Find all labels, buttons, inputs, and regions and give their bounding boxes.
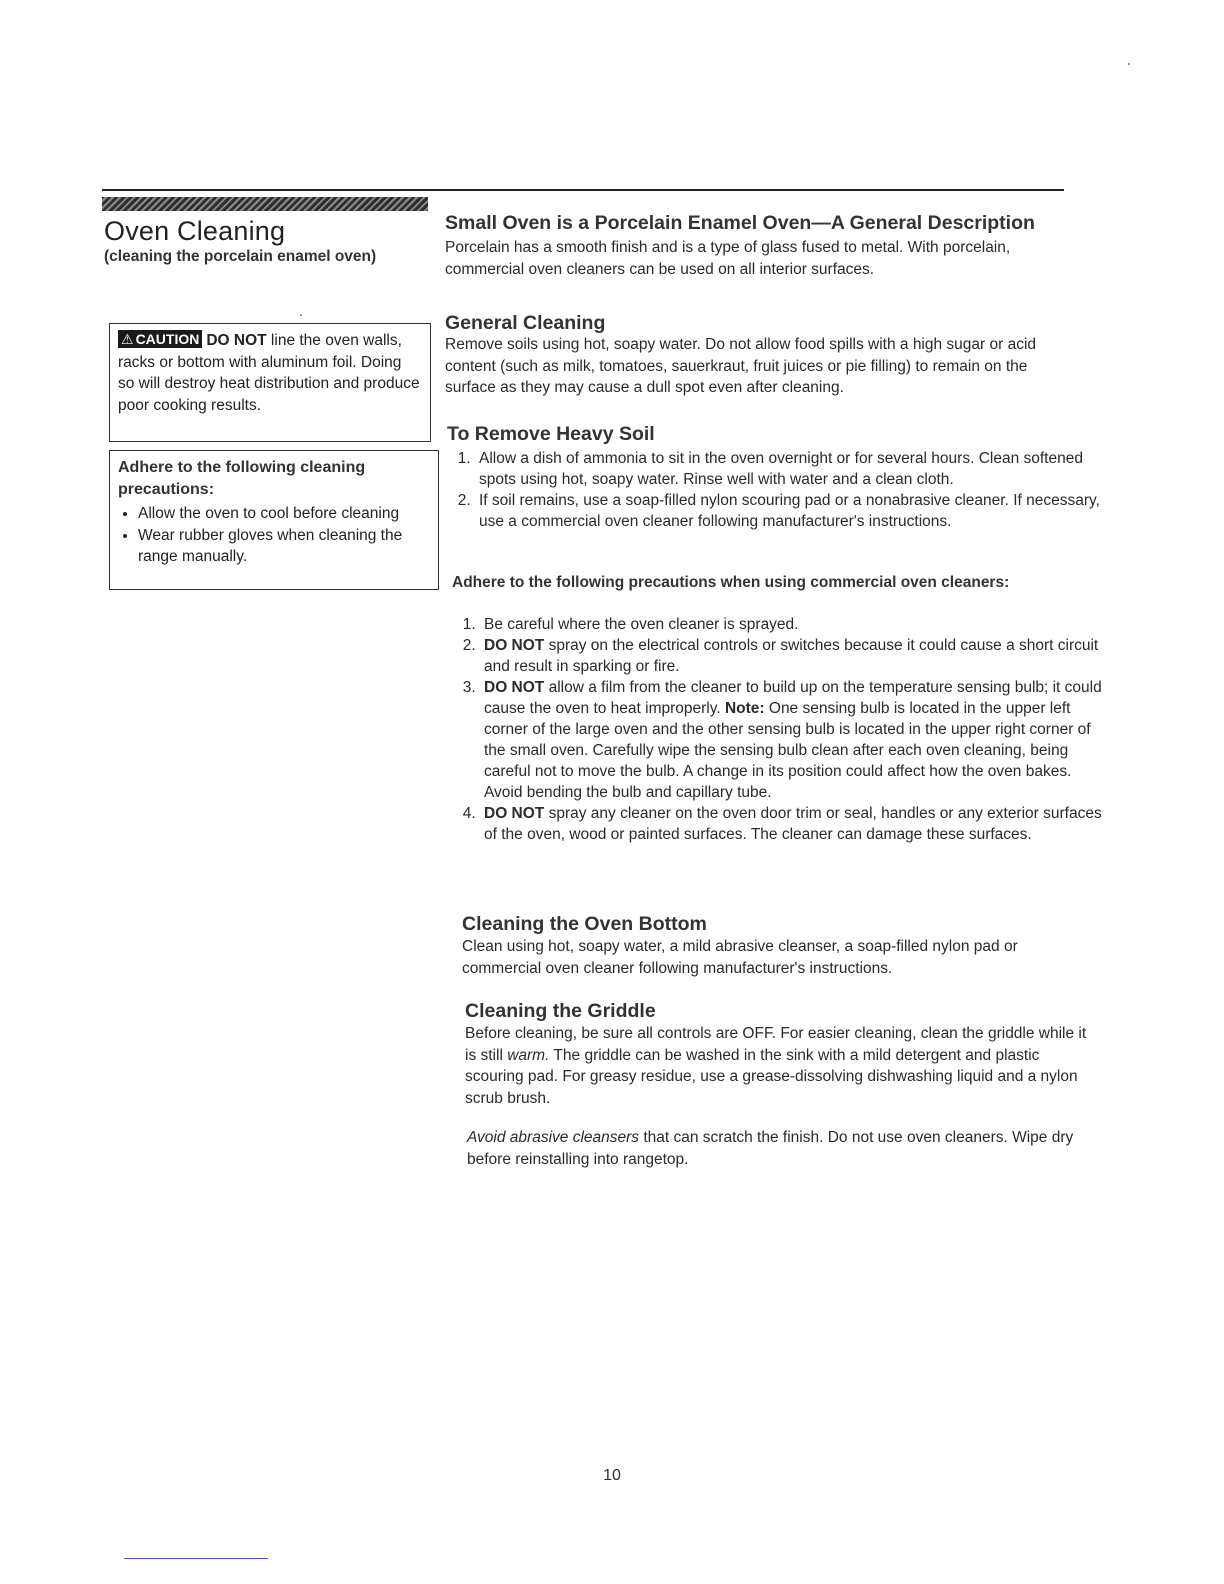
item-text: spray any cleaner on the oven door trim or seal, handles or any exterior surfaces of the oven, wood or painted surfaces. The cleaner can damage these surfaces. [484, 805, 1102, 843]
list-item [480, 635, 1108, 677]
page-subtitle: (cleaning the porcelain enamel oven) [104, 248, 377, 265]
oven-bottom-body: Clean using hot, soapy water, a mild abrasive cleanser, a soap-filled nylon pad or commercial oven cleaner following manufacturer's instructions. [462, 938, 1018, 977]
precautions-heading: Adhere to the following cleaning precautions: [118, 459, 366, 498]
caution-text: line the oven walls, racks or bottom with aluminum foil. Doing so will destroy heat distribution and produce poor cooking results. [118, 332, 420, 414]
caution-badge-label: CAUTION [135, 331, 200, 347]
page-title: Oven Cleaning [104, 216, 286, 246]
list-item: 2. If soil remains, use a soap-filled nylon scouring pad or a nonabrasive cleaner. If necessary, use a commercial oven cleaner following manufacturer's instructions. [475, 490, 1107, 532]
griddle-note-text: that can scratch the finish. Do not use oven cleaners. Wipe dry before reinstalling into rangetop. [467, 1129, 1074, 1168]
footer-line [124, 1558, 268, 1559]
oven-bottom-heading: Cleaning the Oven Bottom [462, 913, 707, 935]
list-item: 1. Allow a dish of ammonia to sit in the oven overnight or for several hours. Clean softened spots using hot, soapy water. Rinse well with water and a clean cloth. [475, 448, 1107, 490]
note-text: One sensing bulb is located in the upper left corner of the large oven and the other sensing bulb is located in the upper right corner of the small oven. Carefully wipe the sensing bulb clean after each oven cleaning, being careful not to move the bulb. A change in its position could affect how the oven bakes. Avoid bending the bulb and capillary tube. [484, 700, 1091, 801]
note-label: Note: [724, 700, 765, 717]
item-emphasis: DO NOT [484, 679, 545, 696]
griddle-text: Before cleaning, be sure all controls are OFF. For easier cleaning, clean the griddle while it is still [465, 1025, 1087, 1064]
small-oven-body: Porcelain has a smooth finish and is a type of glass fused to metal. With porcelain, commercial oven cleaners can be used on all interior surfaces. [445, 239, 1011, 278]
item-emphasis: DO NOT [484, 637, 545, 654]
cleaning-precautions-box [109, 450, 439, 590]
page-number: 10 [603, 1467, 621, 1484]
warning-triangle-icon: ⚠ [121, 331, 134, 347]
general-cleaning-body: Remove soils using hot, soapy water. Do not allow food spills with a high sugar or acid content (such as milk, tomatoes, sauerkraut, fruit juices or pie filling) to remain on the surface as they may cause a dull spot even after cleaning. [445, 336, 1037, 396]
caution-box [109, 323, 431, 442]
list-item [480, 677, 1108, 803]
caution-lead: DO NOT [206, 332, 267, 349]
griddle-text: The griddle can be washed in the sink with a mild detergent and plastic scouring pad. For greasy residue, use a grease-dissolving dishwashing liquid and a nylon scrub brush. [465, 1046, 1078, 1107]
section-header-bar [102, 197, 428, 211]
griddle-note-emphasis: Avoid abrasive cleansers [467, 1129, 640, 1146]
scan-speck [300, 314, 302, 316]
griddle-emphasis: warm. [507, 1046, 550, 1064]
item-text: allow a film from the cleaner to build up on the temperature sensing bulb; it could cause the oven to heat improperly. [484, 679, 1102, 717]
caution-badge [118, 330, 202, 348]
commercial-cleaner-list [452, 614, 1108, 845]
heavy-soil-list [447, 448, 1107, 532]
top-rule [102, 189, 1064, 191]
list-item [480, 803, 1108, 845]
small-oven-heading: Small Oven is a Porcelain Enamel Oven—A General Description [445, 212, 1035, 234]
scan-speck [1128, 63, 1130, 65]
item-emphasis: DO NOT [484, 805, 545, 822]
list-item [480, 614, 1108, 635]
item-text: spray on the electrical controls or switches because it could cause a short circuit and result in sparking or fire. [484, 637, 1099, 675]
griddle-body [465, 1023, 1090, 1109]
commercial-cleaner-heading: Adhere to the following precautions when using commercial oven cleaners: [452, 574, 1010, 591]
griddle-heading: Cleaning the Griddle [465, 1000, 656, 1022]
item-text: Be careful where the oven cleaner is sprayed. [484, 616, 799, 633]
general-cleaning-heading: General Cleaning [445, 312, 606, 334]
precautions-list [118, 503, 430, 568]
heavy-soil-heading: To Remove Heavy Soil [447, 423, 655, 445]
list-item: • Allow the oven to cool before cleaning [138, 503, 430, 525]
griddle-note [467, 1127, 1092, 1170]
list-item: • Wear rubber gloves when cleaning the range manually. [138, 525, 430, 568]
